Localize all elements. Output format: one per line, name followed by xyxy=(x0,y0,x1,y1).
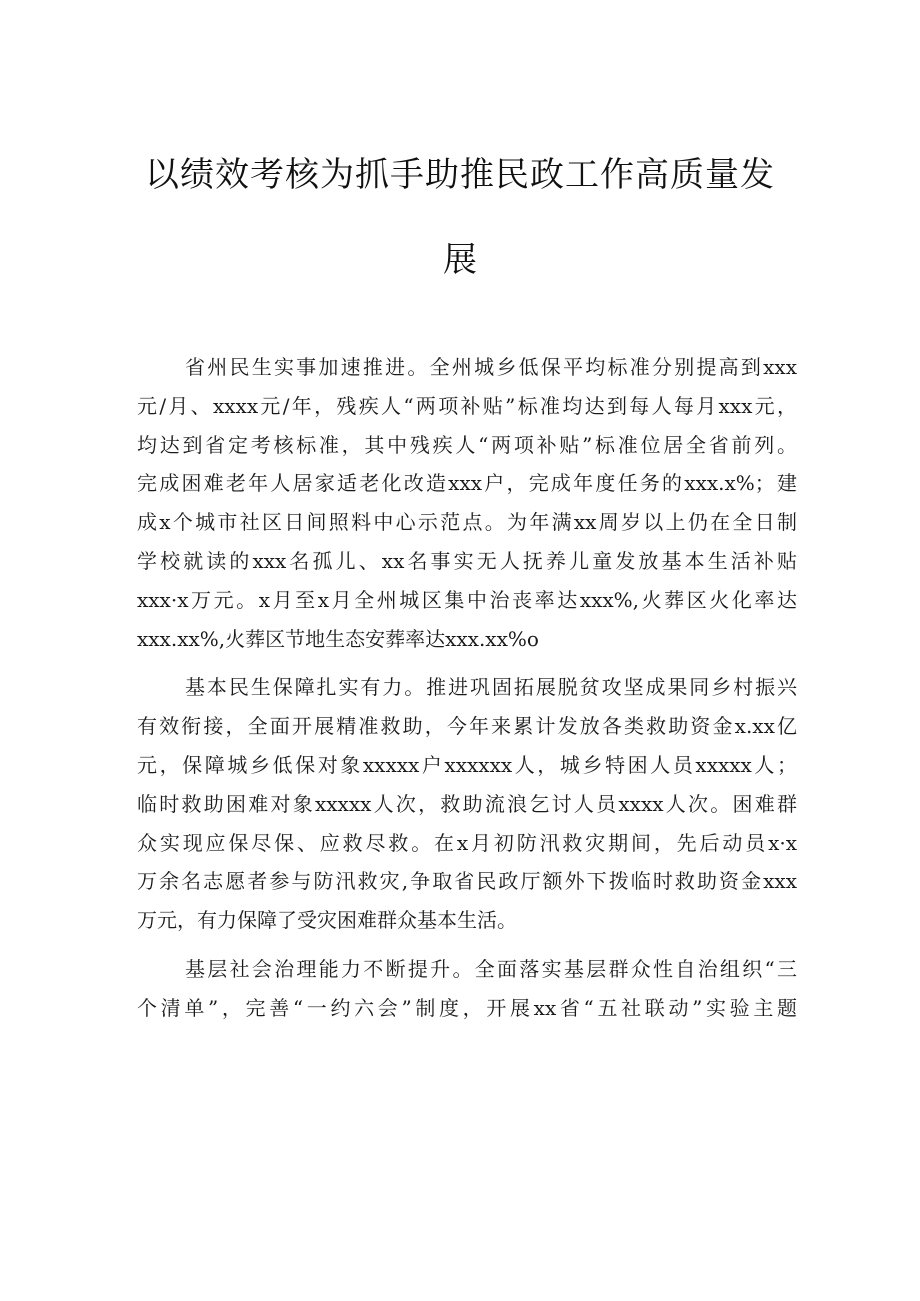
paragraph-line: 元，保障城乡低保对象xxxxx户xxxxxx人，城乡特困人员xxxxx人； xyxy=(137,752,797,777)
paragraph-line: 成x个城市社区日间照料中心示范点。为年满xx周岁以上仍在全日制 xyxy=(137,510,797,535)
document-title-line-1: 以绩效考核为抓手助推民政工作高质量发 xyxy=(145,155,775,195)
paragraph-line: 基本民生保障扎实有力。推进巩固拓展脱贫攻坚成果同乡村振兴 xyxy=(185,675,797,700)
paragraph-gap xyxy=(137,940,797,950)
paragraph-line: 个清单”，完善“一约六会”制度，开展xx省“五社联动”实验主题 xyxy=(137,995,797,1020)
paragraph-line: 学校就读的xxx名孤儿、xx名事实无人抚养儿童发放基本生活补贴 xyxy=(137,548,797,573)
document-title-line-2: 展 xyxy=(443,240,477,280)
paragraph-line: 万元，有力保障了受灾困难群众基本生活。 xyxy=(137,908,517,933)
paragraph-line: 省州民生实事加速推进。全州城乡低保平均标准分别提高到xxx xyxy=(185,355,797,379)
paragraph-line: 有效衔接，全面开展精准救助，今年来累计发放各类救助资金x.xx亿 xyxy=(137,714,797,739)
paragraph-basic-security xyxy=(137,668,797,940)
paragraph-grassroots-governance xyxy=(137,950,797,1028)
paragraph-line: 临时救助困难对象xxxxx人次，救助流浪乞讨人员xxxx人次。困难群 xyxy=(137,791,797,816)
paragraph-livelihood-projects xyxy=(137,348,797,658)
paragraph-line: 完成困难老年人居家适老化改造xxx户，完成年度任务的xxx.x%；建 xyxy=(137,471,797,496)
document-body xyxy=(137,348,797,1028)
paragraph-line: 基层社会治理能力不断提升。全面落实基层群众性自治组织“三 xyxy=(185,956,797,981)
paragraph-gap xyxy=(137,658,797,668)
paragraph-line: 均达到省定考核标准，其中残疾人“两项补贴”标准位居全省前列。 xyxy=(137,432,797,457)
paragraph-line: xxx·x万元。x月至x月全州城区集中治丧率达xxx%,火葬区火化率达 xyxy=(137,587,797,612)
paragraph-line: 元/月、xxxx元/年，残疾人“两项补贴”标准均达到每人每月xxx元， xyxy=(137,393,797,418)
paragraph-line: 众实现应保尽保、应救尽救。在x月初防汛救灾期间，先后动员x·x xyxy=(137,830,797,855)
paragraph-line: 万余名志愿者参与防汛救灾,争取省民政厅额外下拨临时救助资金xxx xyxy=(137,869,797,894)
paragraph-line: xxx.xx%,火葬区节地生态安葬率达xxx.xx%o xyxy=(137,626,539,651)
